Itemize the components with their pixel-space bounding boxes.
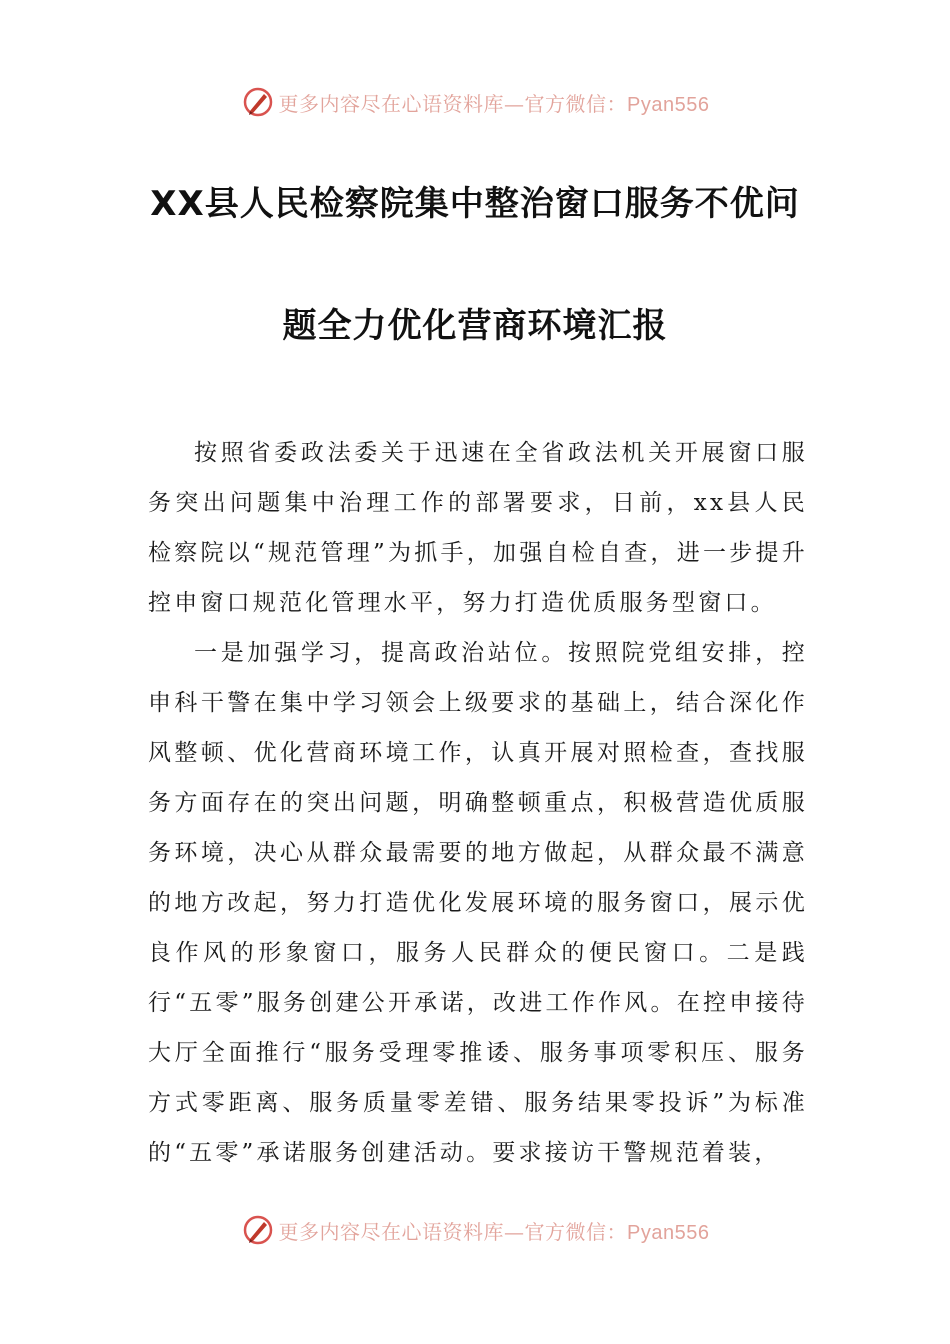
- paragraph-1: 按照省委政法委关于迅速在全省政法机关开展窗口服务突出问题集中治理工作的部署要求，日前，xx县人民检察院以“规范管理”为抓手，加强自检自查，进一步提升控申窗口规范化管理水平，努力打造优质服务型窗口。: [148, 440, 808, 616]
- footer-watermark: [0, 1210, 950, 1250]
- watermark-cn: 更多内容尽在心语资料库—官方微信：: [278, 1219, 628, 1244]
- document-title-line-2: 题全力优化营商环境汇报: [282, 306, 668, 346]
- watermark-wechat-id: Pyan556: [627, 93, 710, 116]
- document-body: [148, 428, 808, 1178]
- paragraph-2: 一是加强学习，提高政治站位。按照院党组安排，控申科干警在集中学习领会上级要求的基础上，结合深化作风整顿、优化营商环境工作，认真开展对照检查，查找服务方面存在的突出问题，明确整顿重点，积极营造优质服务环境，决心从群众最需要的地方做起，从群众最不满意的地方改起，努力打造优化发展环境的服务窗口，展示优良作风的形象窗口，服务人民群众的便民窗口。二是践行“五零”服务创建公开承诺，改进工作作风。在控申接待大厅全面推行“服务受理零推诿、服务事项零积压、服务方式零距离、服务质量零差错、服务结果零投诉”为标准的“五零”承诺服务创建活动。要求接访干警规范着装，: [148, 640, 808, 1166]
- header-watermark: [0, 82, 950, 122]
- pen-circle-logo-icon: [241, 1213, 275, 1247]
- watermark-text: [279, 1216, 710, 1245]
- watermark-text: [279, 88, 710, 117]
- document-title-line-1: XX县人民检察院集中整治窗口服务不优问: [150, 184, 800, 224]
- watermark-cn: 更多内容尽在心语资料库—官方微信：: [278, 91, 628, 116]
- watermark-wechat-id: Pyan556: [627, 1221, 710, 1244]
- pen-circle-logo-icon: [241, 85, 275, 119]
